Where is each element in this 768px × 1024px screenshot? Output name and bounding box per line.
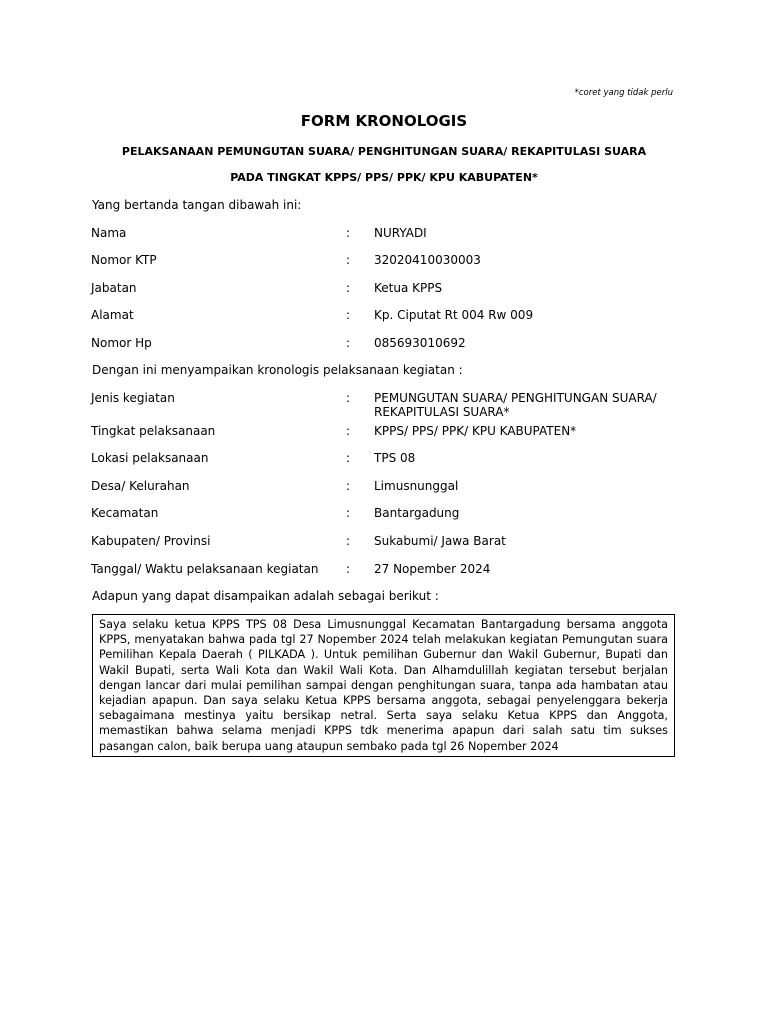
- field-colon: :: [346, 424, 351, 438]
- field-value: Bantargadung: [374, 506, 460, 520]
- form-subtitle-activity: PELAKSANAAN PEMUNGUTAN SUARA/ PENGHITUNGAN SUARA/ REKAPITULASI SUARA: [121, 145, 647, 158]
- field-value: Sukabumi/ Jawa Barat: [374, 534, 506, 548]
- field-value: Limusnunggal: [374, 479, 459, 493]
- field-colon: :: [346, 451, 351, 465]
- field-value: NURYADI: [374, 226, 427, 240]
- field-colon: :: [346, 226, 351, 240]
- field-value: 32020410030003: [374, 253, 481, 267]
- field-label: Kabupaten/ Provinsi: [91, 534, 211, 548]
- field-label: Jenis kegiatan: [91, 391, 175, 405]
- field-colon: :: [346, 253, 351, 267]
- field-colon: :: [346, 391, 351, 405]
- field-label: Jabatan: [91, 281, 137, 295]
- field-colon: :: [346, 336, 351, 350]
- field-label: Lokasi pelaksanaan: [91, 451, 209, 465]
- field-label: Desa/ Kelurahan: [91, 479, 190, 493]
- field-colon: :: [346, 281, 351, 295]
- field-value: PEMUNGUTAN SUARA/ PENGHITUNGAN SUARA/ REKAPITULASI SUARA*: [374, 391, 657, 419]
- field-value: 085693010692: [374, 336, 466, 350]
- field-label: Nomor KTP: [91, 253, 157, 267]
- field-value: 27 Nopember 2024: [374, 562, 491, 576]
- form-title: FORM KRONOLOGIS: [300, 112, 468, 130]
- field-label: Alamat: [91, 308, 134, 322]
- field-colon: :: [346, 506, 351, 520]
- field-colon: :: [346, 562, 351, 576]
- field-label: Tanggal/ Waktu pelaksanaan kegiatan: [91, 562, 319, 576]
- field-colon: :: [346, 479, 351, 493]
- field-value: TPS 08: [374, 451, 416, 465]
- statement-box: Saya selaku ketua KPPS TPS 08 Desa Limusnunggal Kecamatan Bantargadung bersama anggota KPPS, menyatakan bahwa pada tgl 27 Nopember 2024 telah melakukan kegiatan Pemungutan suara Pemilihan Kepala Daerah ( PILKADA ). Untuk pemilihan Gubernur dan Wakil Gubernur, Bupati dan Wakil Bupati, serta Wali Kota dan Wakil Wali Kota. Dan Alhamdulillah kegiatan tersebut berjalan dengan lancar dari mulai pemilihan sampai dengan penghitungan suara, tanpa ada hambatan atau kejadian apapun. Dan saya selaku Ketua KPPS bersama anggota, sebagai penyelenggara bekerja sebagaimana mestinya yaitu bersikap netral. Serta saya selaku Ketua KPPS dan Anggota, memastikan bahwa selama menjadi KPPS tdk menerima apapun dari salah satu tim sukses pasangan calon, baik berupa uang ataupun sembako pada tgl 26 Nopember 2024: [92, 614, 675, 757]
- field-value: Kp. Ciputat Rt 004 Rw 009: [374, 308, 534, 322]
- field-colon: :: [346, 534, 351, 548]
- field-label: Nomor Hp: [91, 336, 152, 350]
- field-label: Kecamatan: [91, 506, 159, 520]
- field-value: Ketua KPPS: [374, 281, 443, 295]
- intro-chronology: Dengan ini menyampaikan kronologis pelaksanaan kegiatan :: [92, 363, 463, 377]
- field-value: KPPS/ PPS/ PPK/ KPU KABUPATEN*: [374, 424, 577, 438]
- field-label: Nama: [91, 226, 127, 240]
- field-colon: :: [346, 308, 351, 322]
- form-subtitle-level: PADA TINGKAT KPPS/ PPS/ PPK/ KPU KABUPATEN*: [230, 171, 538, 184]
- field-label: Tingkat pelaksanaan: [91, 424, 216, 438]
- footnote-marker: *coret yang tidak perlu: [574, 88, 673, 98]
- intro-undersigned: Yang bertanda tangan dibawah ini:: [92, 198, 302, 212]
- intro-statement: Adapun yang dapat disampaikan adalah sebagai berikut :: [92, 589, 439, 603]
